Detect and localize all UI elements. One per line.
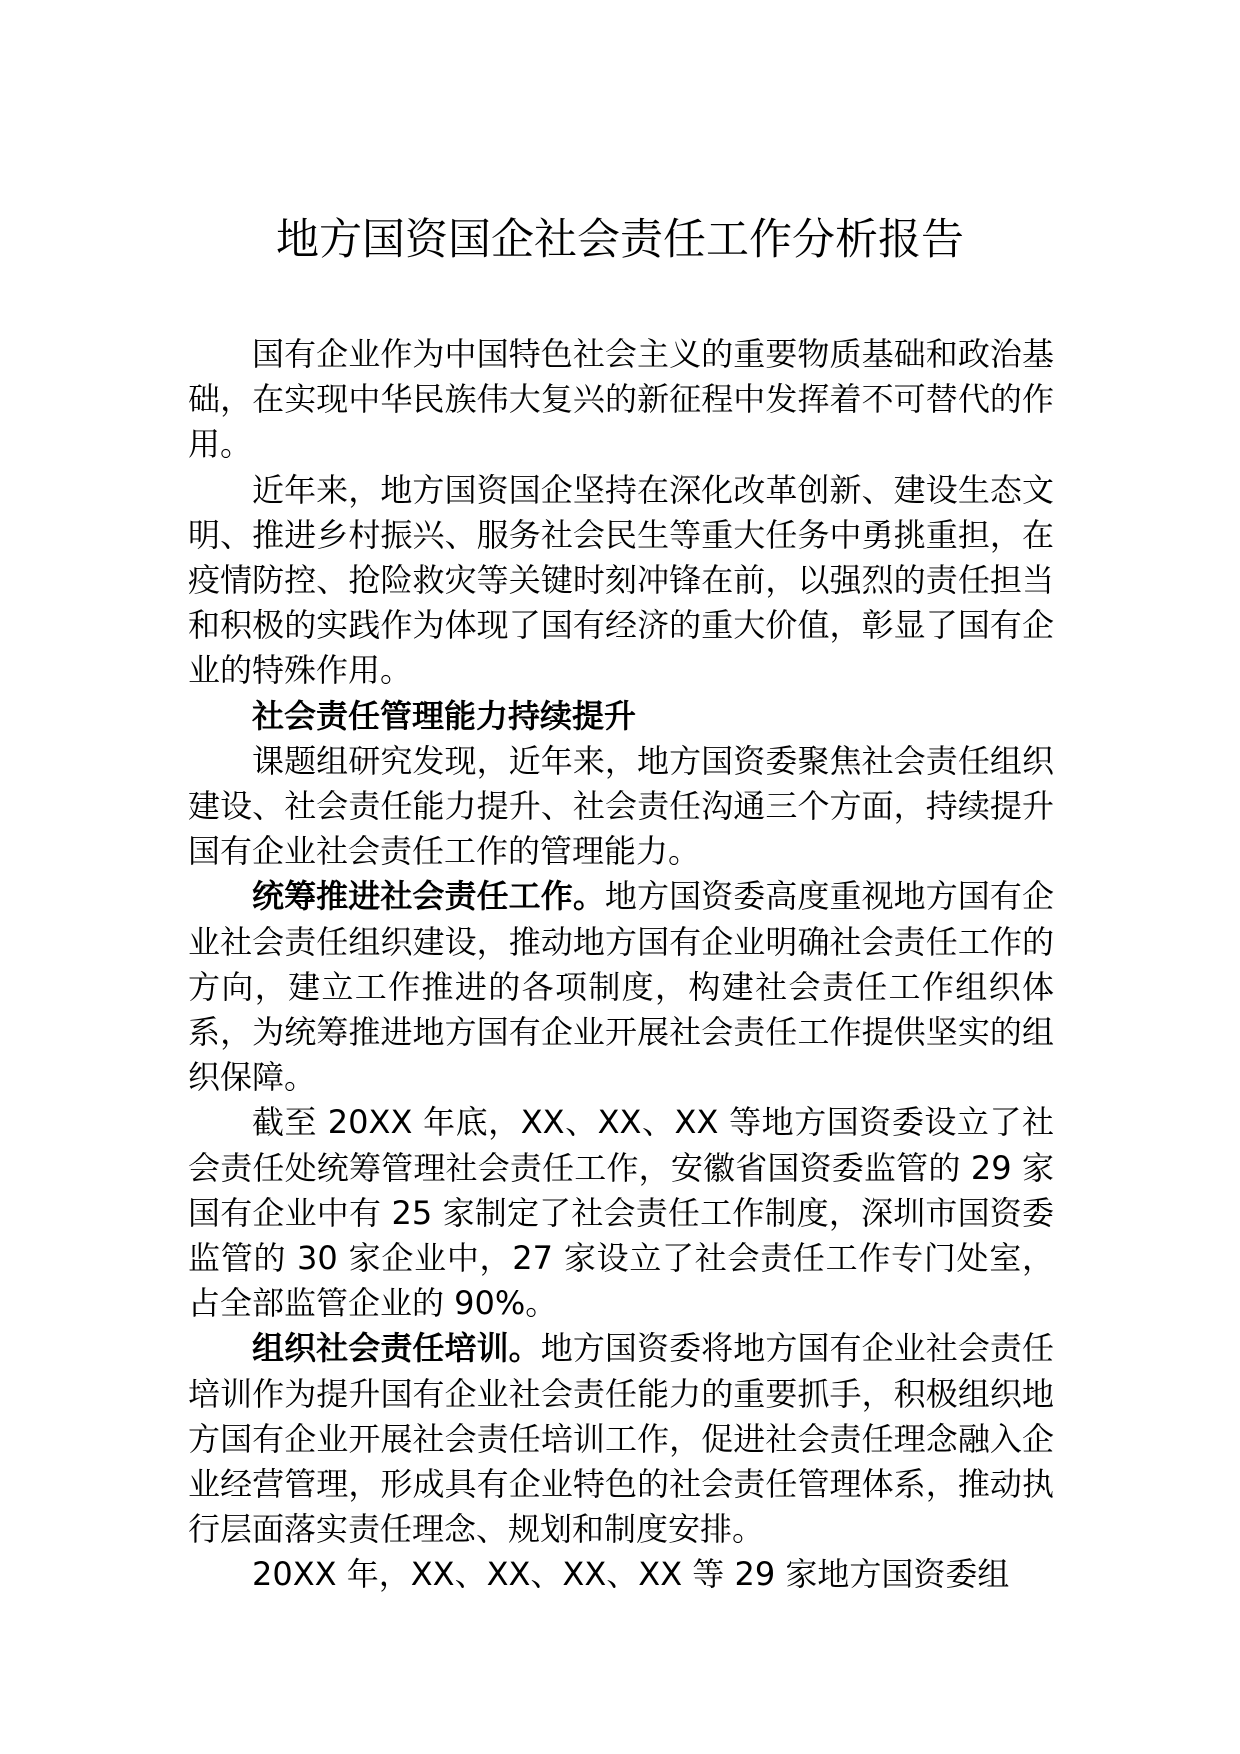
paragraph-text: 20XX 年，XX、XX、XX、XX 等 29 家地方国资委组 bbox=[252, 1555, 1010, 1594]
paragraph-text: 地方国资委将地方国有企业社会责任培训作为提升国有企业社会责任能力的重要抓手，积极组织地方国有企业开展社会责任培训工作，促进社会责任理念融入企业经营管理，形成具有企业特色的社会责任管理体系，推动执行层面落实责任理念、规划和制度安排。 bbox=[188, 1329, 1054, 1549]
paragraph-lead: 组织社会责任培训。 bbox=[252, 1329, 541, 1368]
paragraph-text: 课题组研究发现，近年来，地方国资委聚焦社会责任组织建设、社会责任能力提升、社会责任沟通三个方面，持续提升国有企业社会责任工作的管理能力。 bbox=[188, 741, 1054, 871]
paragraph-text: 截至 20XX 年底，XX、XX、XX 等地方国资委设立了社会责任处统筹管理社会责任工作，安徽省国资委监管的 29 家国有企业中有 25 家制定了社会责任工作制度，深圳市国资委监管的 30 家企业中，27 家设立了社会责任工作专门处室，占全部监管企业的 90%。 bbox=[188, 1103, 1054, 1323]
paragraph-4 bbox=[188, 874, 1054, 1100]
paragraph-2 bbox=[188, 468, 1054, 694]
paragraph-lead: 统筹推进社会责任工作。 bbox=[252, 877, 605, 916]
section-heading: 社会责任管理能力持续提升 bbox=[252, 696, 637, 735]
document-body bbox=[188, 332, 1054, 1598]
paragraph-1 bbox=[188, 332, 1054, 468]
paragraph-text: 国有企业作为中国特色社会主义的重要物质基础和政治基础，在实现中华民族伟大复兴的新征程中发挥着不可替代的作用。 bbox=[188, 335, 1054, 464]
paragraph-7 bbox=[188, 1552, 1054, 1597]
paragraph-3 bbox=[188, 739, 1054, 875]
document-title: 地方国资国企社会责任工作分析报告 bbox=[276, 215, 964, 265]
paragraph-5 bbox=[188, 1100, 1054, 1326]
paragraph-6 bbox=[188, 1326, 1054, 1552]
paragraph-text: 地方国资委高度重视地方国有企业社会责任组织建设，推动地方国有企业明确社会责任工作的方向，建立工作推进的各项制度，构建社会责任工作组织体系，为统筹推进地方国有企业开展社会责任工作提供坚实的组织保障。 bbox=[188, 877, 1054, 1097]
paragraph-text: 近年来，地方国资国企坚持在深化改革创新、建设生态文明、推进乡村振兴、服务社会民生等重大任务中勇挑重担，在疫情防控、抢险救灾等关键时刻冲锋在前，以强烈的责任担当和积极的实践作为体现了国有经济的重大价值，彰显了国有企业的特殊作用。 bbox=[188, 470, 1054, 690]
